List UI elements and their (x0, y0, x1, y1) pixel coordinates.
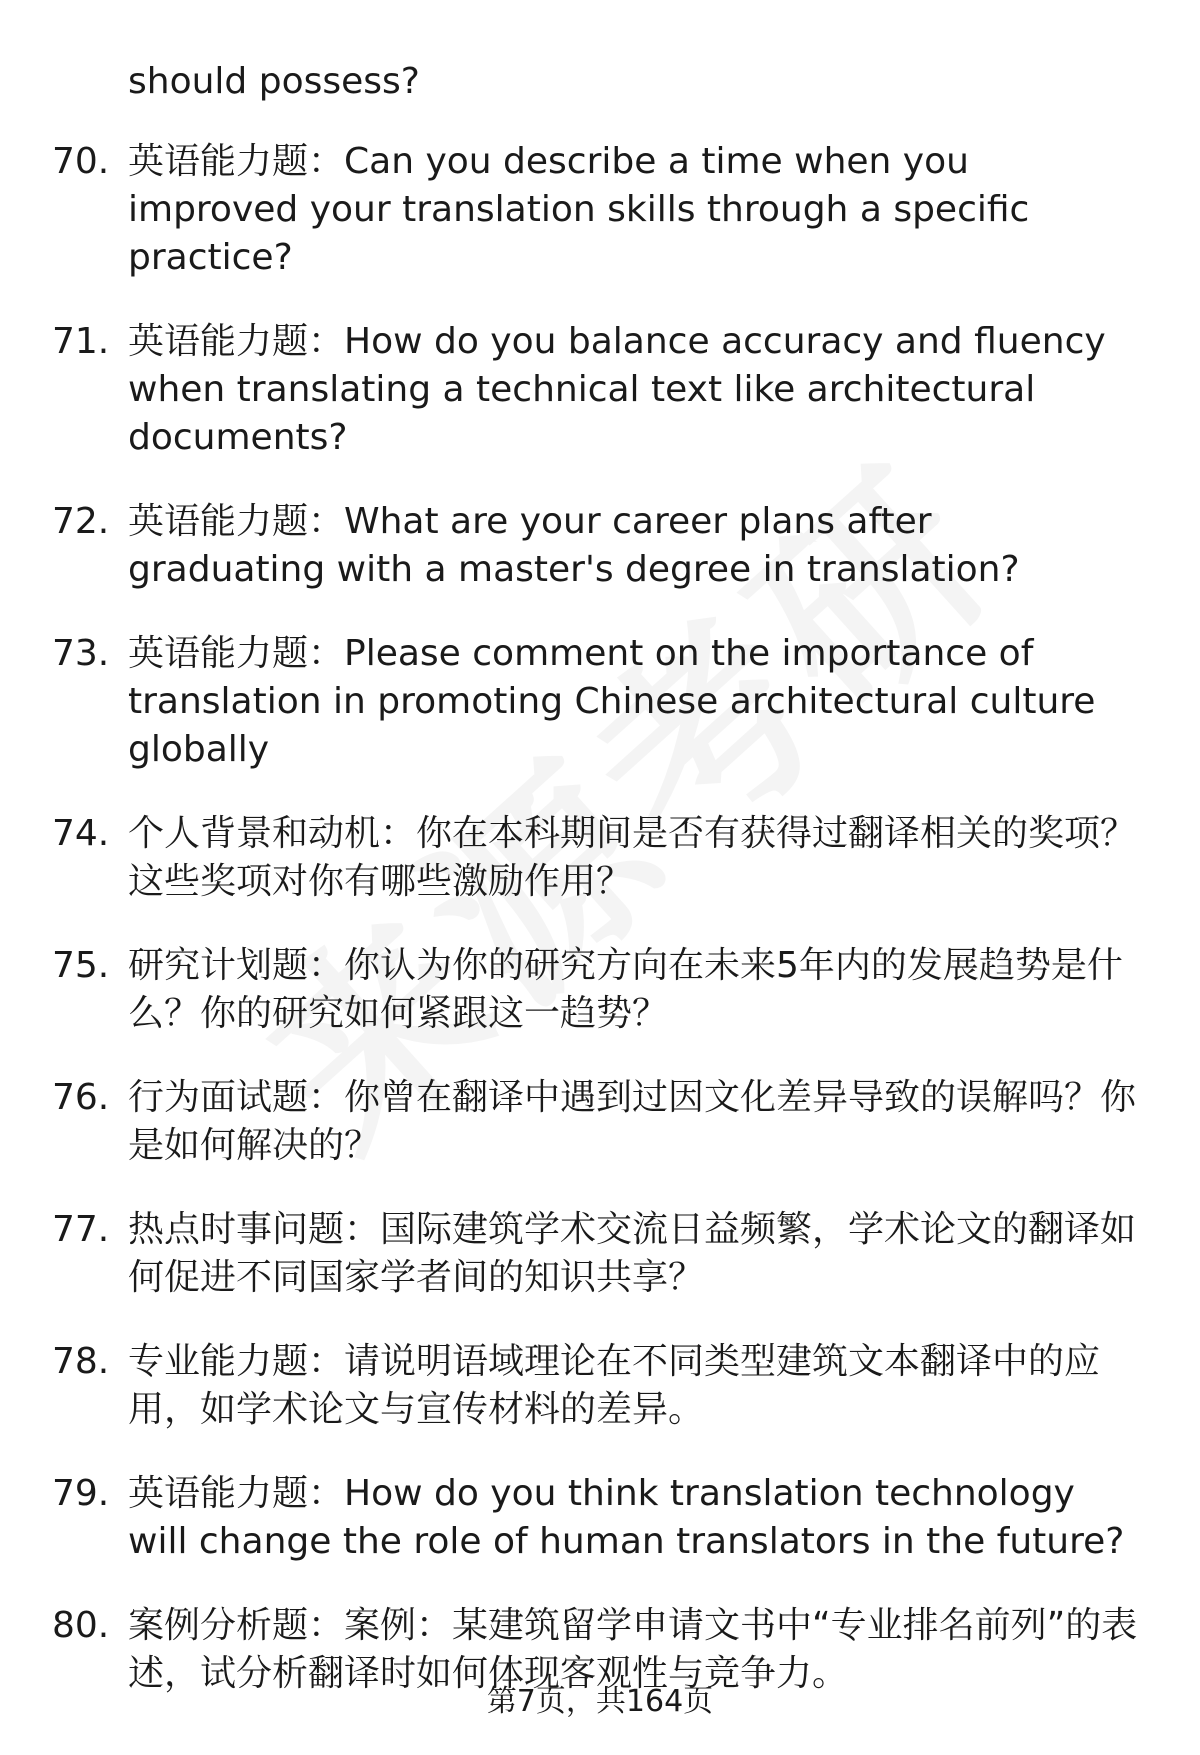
question-item (0, 1206, 1200, 1302)
question-text: 英语能力题：Can you describe a time when you improved your translation skills through a specific practice? (128, 141, 1030, 278)
question-text: 案例分析题：案例：某建筑留学申请文书中“专业排名前列”的表述，试分析翻译时如何体现客观性与竞争力。 (128, 1605, 1138, 1694)
question-list (0, 138, 1200, 1734)
question-item (0, 942, 1200, 1038)
question-text: 个人背景和动机：你在本科期间是否有获得过翻译相关的奖项？这些奖项对你有哪些激励作用？ (128, 813, 1137, 902)
question-item (0, 1470, 1200, 1566)
question-text: 专业能力题：请说明语域理论在不同类型建筑文本翻译中的应用，如学术论文与宣传材料的差异。 (128, 1341, 1101, 1430)
question-number: 74. (52, 813, 110, 854)
question-number: 70. (52, 141, 110, 182)
question-number: 75. (52, 945, 110, 986)
continuation-text: should possess? (128, 61, 420, 102)
question-number: 71. (52, 321, 110, 362)
question-text: 英语能力题：How do you balance accuracy and fluency when translating a technical text like architectural documents? (128, 321, 1106, 458)
question-item (0, 1074, 1200, 1170)
question-number: 80. (52, 1605, 110, 1646)
question-item (0, 318, 1200, 462)
question-item (0, 138, 1200, 282)
page-footer: 第7页，共164页 (486, 1684, 714, 1719)
question-text: 热点时事问题：国际建筑学术交流日益频繁，学术论文的翻译如何促进不同国家学者间的知识共享？ (128, 1209, 1137, 1298)
question-number: 78. (52, 1341, 110, 1382)
question-text: 研究计划题：你认为你的研究方向在未来5年内的发展趋势是什么？你的研究如何紧跟这一趋势？ (128, 945, 1123, 1034)
question-number: 73. (52, 633, 110, 674)
question-number: 72. (52, 501, 110, 542)
question-item (0, 630, 1200, 774)
question-number: 77. (52, 1209, 110, 1250)
question-text: 行为面试题：你曾在翻译中遇到过因文化差异导致的误解吗？你是如何解决的？ (128, 1077, 1137, 1166)
question-item (0, 1338, 1200, 1434)
question-text: 英语能力题：What are your career plans after graduating with a master's degree in translation? (128, 501, 1020, 590)
question-item (0, 498, 1200, 594)
question-number: 79. (52, 1473, 110, 1514)
question-item (0, 810, 1200, 906)
question-text: 英语能力题：Please comment on the importance of translation in promoting Chinese architectural culture globally (128, 633, 1096, 770)
question-text: 英语能力题：How do you think translation technology will change the role of human translators in the future? (128, 1473, 1125, 1562)
question-number: 76. (52, 1077, 110, 1118)
